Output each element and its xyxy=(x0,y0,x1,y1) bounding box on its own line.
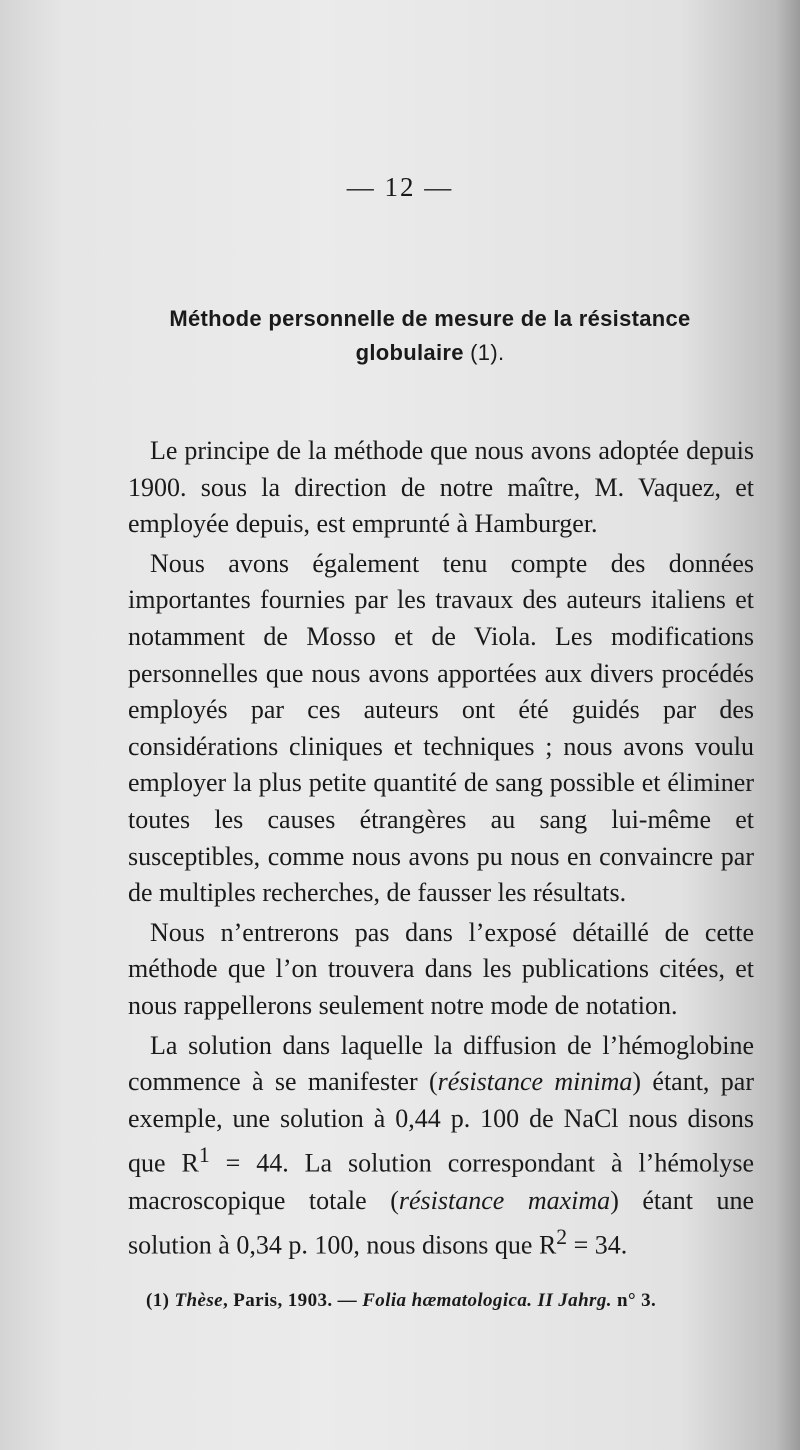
heading-footnote-ref: (1). xyxy=(470,340,505,365)
footnote-issue: n° 3. xyxy=(611,1290,657,1311)
footnote-number: (1) xyxy=(146,1290,170,1311)
footnote-journal: Folia hæmatologica. II Jahrg. xyxy=(362,1290,612,1311)
footnote xyxy=(146,1290,746,1312)
footnote-these: Thèse xyxy=(174,1290,223,1311)
p4-part-a: La solution dans laquelle la diffusion de l’hémoglobine commence à se manifester ( xyxy=(128,1030,754,1097)
heading-line-2 xyxy=(120,336,740,370)
p4-part-e: = 34. xyxy=(567,1230,628,1260)
body-text xyxy=(128,433,754,1264)
page-number: — 12 — xyxy=(346,172,454,202)
p4-part-c: = 44. La solution correspondant à l’hémolyse macroscopique totale ( xyxy=(128,1148,754,1215)
paragraph-4 xyxy=(128,1028,754,1265)
paragraph-1: Le principe de la méthode que nous avons adoptée depuis 1900. sous la direction de notre maître, M. Vaquez, et employée depuis, est emprunté à Hamburger. xyxy=(128,436,754,539)
section-heading xyxy=(120,302,740,370)
r2-superscript: 2 xyxy=(556,1225,568,1250)
paragraph-3: Nous n’entrerons pas dans l’exposé détaillé de cette méthode que l’on trouvera dans les publications citées, et nous rappellerons seulement notre mode de notation. xyxy=(128,917,754,1020)
footnote-rest: , Paris, 1903. — xyxy=(222,1290,363,1311)
p4-part-d: ) étant une solution à 0,34 p. 100, nous disons que R xyxy=(128,1185,755,1260)
r1-superscript: 1 xyxy=(198,1143,210,1168)
paragraph-2: Nous avons également tenu compte des données importantes fournies par les travaux des auteurs italiens et notamment de Mosso et de Viola. Les modifications personnelles que nous avons apportées aux divers procédés employés par ces auteurs ont été guidés par des considérations cliniques et techniques ; nous avons voulu employer la plus petite quantité de sang possible et éliminer toutes les causes étrangères au sang lui-même et susceptibles, comme nous avons pu nous en convaincre par de multiples recherches, de fausser les résultats. xyxy=(128,548,754,908)
heading-line-1: Méthode personnelle de mesure de la résistance xyxy=(169,306,691,331)
resistance-maxima-term: résistance maxima xyxy=(398,1185,611,1215)
p4-part-b: ) étant, par exemple, une solution à 0,44 p. 100 de NaCl nous disons que R xyxy=(128,1067,754,1178)
heading-line-2-text: globulaire xyxy=(355,340,464,365)
resistance-minima-term: résistance minima xyxy=(437,1067,633,1097)
